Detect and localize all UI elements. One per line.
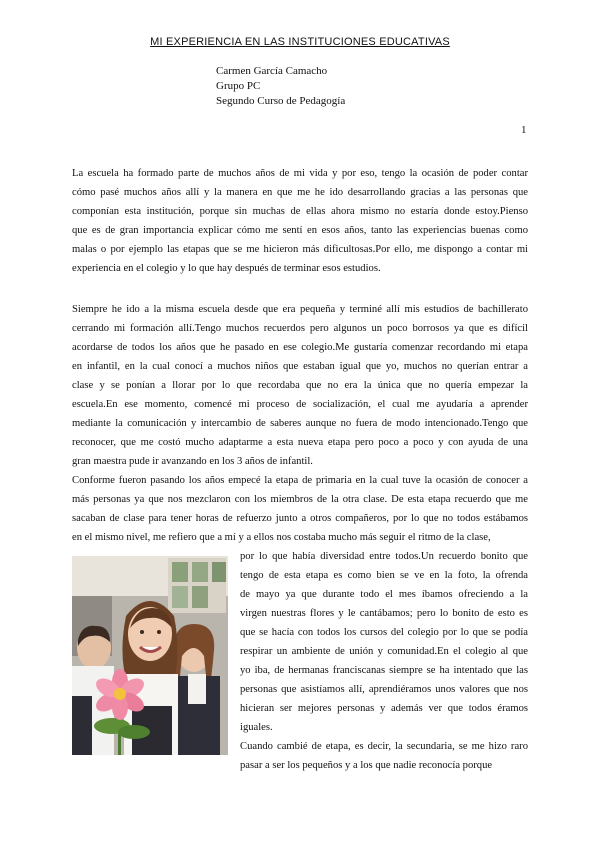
- text-line: personas que asistíamos allí, aprendiéramos unos valores que nos: [240, 684, 528, 695]
- paragraph-primaria: [72, 471, 528, 547]
- text-line: clase y se ponían a llorar por lo que recordaba que no era la única que no quería empezar la: [72, 380, 528, 391]
- paragraph-intro: [72, 164, 528, 278]
- text-line: respirar un ambiente de unión y comunidad.En el colegio al que: [240, 646, 528, 657]
- text-line: gran maestra pude ir avanzando en los 3 años de infantil.: [72, 456, 313, 467]
- paragraph-infantil: [72, 300, 528, 471]
- text-line: yo iba, de hermanas franciscanas siempre se ha intentado que las: [240, 665, 528, 676]
- text-line: que es de gran importancia explicar cómo me sentí en esos años, tanto las experiencias buenas como: [72, 225, 528, 236]
- text-line: malas o por ejemplo las etapas que se me hicieron más dificultosas.Por ello, me dispongo a contar mi: [72, 244, 528, 255]
- author-group: Grupo PC: [216, 80, 261, 92]
- text-line: cómo pasé muchos años allí y la manera en que me he ido desarrollando gracias a las personas que: [72, 187, 528, 198]
- page-number: 1: [521, 124, 527, 136]
- text-line: pasar a ser los pequeños y a los que nadie reconocía porque: [240, 760, 493, 771]
- text-line: hicieran ser mejores personas y además ver que todos éramos: [240, 703, 528, 714]
- text-line: escuela.En ese momento, comencé mi proceso de socialización, el cual me ayudaría a aprender: [72, 399, 528, 410]
- school-photo: [72, 556, 228, 755]
- author-course: Segundo Curso de Pedagogía: [216, 95, 346, 107]
- text-line: La escuela ha formado parte de muchos años de mi vida y por eso, tengo la ocasión de poder contar: [72, 168, 528, 179]
- text-line: iguales.: [240, 722, 273, 733]
- text-line: tengo de esta etapa es como bien se ve en la foto, la ofrenda: [240, 570, 528, 581]
- text-line: reconocer, que me costó mucho adaptarme a esta nueva etapa pero poco a poco y con ayuda de una: [72, 437, 528, 448]
- text-line: mediante la comunicación y intercambio de saberes aunque no fuera de modo intencionado.Tengo que: [72, 418, 528, 429]
- author-name: Carmen García Camacho: [216, 65, 328, 77]
- text-line: que se hacía con todos los cursos del colegio por lo que se podía: [240, 627, 528, 638]
- paragraph-ofrenda: [240, 547, 528, 775]
- text-line: en infantil, en la cual conocí a muchos niños que estaban igual que yo, muchos no querían entrar a: [72, 361, 528, 372]
- text-line: componían esta institución, porque sin muchas de ellas ahora mismo no estaría donde estoy.Pienso: [72, 206, 528, 217]
- text-line: experiencia en el colegio y lo que hay después de terminar esos estudios.: [72, 263, 381, 274]
- text-line: Cuando cambié de etapa, es decir, la secundaria, se me hizo raro: [240, 741, 528, 752]
- text-line: de mayo ya que durante todo el mes íbamos ofreciendo a la: [240, 589, 528, 600]
- text-line: en el mismo nivel, me refiero que a mí y a ellos nos costaba mucho más seguir el ritmo de la clase,: [72, 532, 491, 543]
- document-title: MI EXPERIENCIA EN LAS INSTITUCIONES EDUCATIVAS: [150, 36, 450, 48]
- text-line: por lo que había diversidad entre todos.Un recuerdo bonito que: [240, 551, 528, 562]
- photo-illustration: [72, 556, 228, 755]
- text-line: sacaban de clase para tener horas de refuerzo junto a otros compañeros, por lo que no todos estábamos: [72, 513, 528, 524]
- text-line: cerrando mi formación allí.Tengo muchos recuerdos pero algunos un poco borrosos ya que es difícil: [72, 323, 528, 334]
- text-line: Siempre he ido a la misma escuela desde que era pequeña y terminé allí mis estudios de bachillerato: [72, 304, 528, 315]
- text-line: más personas ya que nos mezclaron con los miembros de la otra clase. De esta etapa recuerdo que me: [72, 494, 528, 505]
- text-line: acordarse de todos los años que he pasado en ese colegio.Me gustaría comenzar recordando mi etapa: [72, 342, 528, 353]
- text-line: virgen nuestras flores y le cantábamos; pero lo bonito de esto es: [240, 608, 528, 619]
- text-line: Conforme fueron pasando los años empecé la etapa de primaria en la cual tuve la ocasión de conocer a: [72, 475, 528, 486]
- author-block: [216, 64, 345, 109]
